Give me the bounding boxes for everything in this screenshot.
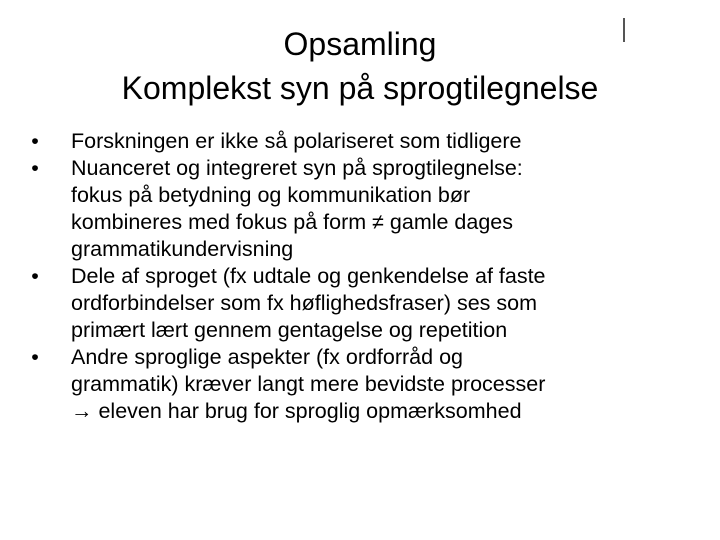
bullet-text: Forskningen er ikke så polariseret som tidligere [71, 129, 522, 153]
bullet-item-4 [25, 344, 705, 425]
bullet-item-3 [25, 263, 705, 344]
bullet-dot: • [31, 129, 39, 153]
bullet-text: Dele af sproget (fx udtale og genkendelse af faste [71, 264, 546, 288]
bullet-text: Andre sproglige aspekter (fx ordforråd og [71, 345, 463, 369]
title-line-2: Komplekst syn på sprogtilegnelse [121, 70, 599, 106]
title-line-1: Opsamling [283, 26, 437, 62]
bullet-text: primært lært gennem gentagelse og repetition [71, 318, 508, 342]
bullet-text: → eleven har brug for sproglig opmærksomhed [71, 399, 522, 423]
bullet-item-2 [25, 155, 705, 263]
bullet-text: fokus på betydning og kommunikation bør [71, 183, 471, 207]
bullet-text: grammatik) kræver langt mere bevidste processer [71, 372, 546, 396]
bullet-dot: • [31, 345, 39, 369]
text-cursor-mark [623, 18, 625, 42]
bullet-dot: • [31, 264, 39, 288]
bullet-text: grammatikundervisning [71, 237, 294, 261]
bullet-text: Nuanceret og integreret syn på sprogtilegnelse: [71, 156, 523, 180]
bullet-list [25, 128, 705, 425]
bullet-text: kombineres med fokus på form ≠ gamle dages [71, 210, 514, 234]
bullet-item-1 [25, 128, 705, 155]
bullet-dot: • [31, 156, 39, 180]
slide-title [40, 22, 680, 110]
bullet-text: ordforbindelser som fx høflighedsfraser) ses som [71, 291, 538, 315]
